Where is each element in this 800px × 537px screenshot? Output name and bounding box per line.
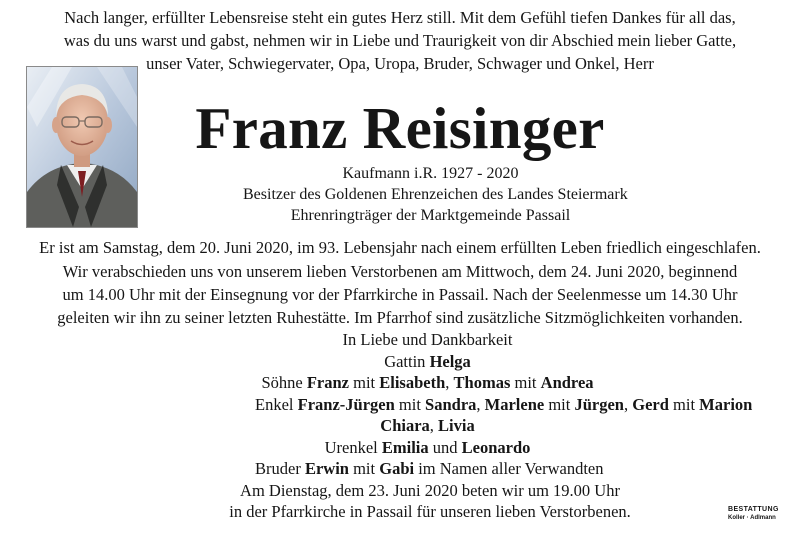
- grandchildren-label: Enkel: [255, 394, 294, 414]
- portrait-photo: [26, 66, 138, 228]
- partner-name: Jürgen: [574, 394, 624, 414]
- great-grandchildren-label: Urenkel: [324, 437, 378, 457]
- with-word: mit: [398, 394, 421, 414]
- intro-line: was du uns warst und gabst, nehmen wir in Liebe und Traurigkeit von dir Abschied mein lieber Gatte,: [63, 31, 737, 50]
- title-line: Ehrenringträger der Marktgemeinde Passail: [290, 207, 571, 224]
- deceased-titles: [243, 163, 628, 226]
- passing-statement: [0, 236, 800, 259]
- wife-name: Helga: [429, 351, 471, 371]
- prayer-service: [150, 480, 710, 522]
- grandchild-name: Franz-Jürgen: [297, 394, 395, 414]
- partner-name: Andrea: [540, 373, 594, 392]
- grandchildren-line-2: [255, 415, 600, 437]
- funeral-home-owners: Koller · Adlmann: [728, 515, 776, 521]
- with-word: mit: [548, 394, 571, 414]
- partner-name: Elisabeth: [379, 373, 446, 392]
- funeral-home-logo: [728, 506, 792, 522]
- passing-line: Er ist am Samstag, dem 20. Juni 2020, im 93. Lebensjahr nach einem erfüllten Leben friedlich eingeschlafen.: [39, 238, 761, 257]
- wife-label: Gattin: [384, 351, 426, 371]
- brother-name: Erwin: [304, 459, 349, 478]
- comma: ,: [476, 394, 481, 414]
- grandchild-name: Gerd: [632, 394, 669, 414]
- sons-label: Söhne: [261, 373, 303, 392]
- prayer-line: in der Pfarrkirche in Passail für unseren lieben Verstorbenen.: [229, 502, 631, 521]
- grandchild-name: Marlene: [484, 394, 545, 414]
- brother-line: [255, 458, 604, 480]
- with-word: mit: [673, 394, 696, 414]
- comma: ,: [445, 373, 450, 392]
- funeral-home-name: BESTATTUNG: [728, 506, 779, 513]
- wife-line: [255, 351, 600, 373]
- intro-line: Nach langer, erfüllter Lebensreise steht ein gutes Herz still. Mit dem Gefühl tiefen Dankes für all das,: [64, 8, 736, 27]
- prayer-line: Am Dienstag, dem 23. Juni 2020 beten wir um 19.00 Uhr: [240, 481, 620, 500]
- partner-name: Marion: [699, 394, 753, 414]
- and-word: und: [432, 437, 458, 457]
- with-word: mit: [514, 373, 537, 392]
- son-name: Franz: [306, 373, 349, 392]
- intro-text: [0, 6, 800, 75]
- funeral-line: geleiten wir ihn zu seiner letzten Ruhestätte. Im Pfarrhof sind zusätzliche Sitzmöglichkeiten vorhanden.: [57, 308, 743, 327]
- son-name: Thomas: [453, 373, 511, 392]
- comma: ,: [429, 416, 434, 435]
- sons-line: [255, 372, 600, 394]
- great-grandchild-name: Emilia: [381, 437, 429, 457]
- partner-name: Sandra: [425, 394, 477, 414]
- funeral-line: Wir verabschieden uns von unserem lieben Verstorbenen am Mittwoch, dem 24. Juni 2020, beginnend: [62, 262, 738, 281]
- with-word: mit: [353, 459, 376, 478]
- relatives-note: im Namen aller Verwandten: [418, 459, 604, 478]
- with-word: mit: [353, 373, 376, 392]
- closing-line: In Liebe und Dankbarkeit: [342, 330, 513, 349]
- funeral-details: [0, 260, 800, 329]
- grandchild-name: Chiara: [380, 416, 430, 435]
- deceased-name: Franz Reisinger: [195, 95, 605, 161]
- grandchildren-line: [255, 394, 753, 416]
- comma: ,: [623, 394, 629, 414]
- family-mourners: [255, 329, 753, 480]
- great-grandchildren-line: [255, 437, 600, 459]
- partner-name: Gabi: [379, 459, 415, 478]
- brother-label: Bruder: [255, 459, 301, 478]
- great-grandchild-name: Leonardo: [461, 437, 531, 457]
- title-line: Besitzer des Goldenen Ehrenzeichen des Landes Steiermark: [243, 186, 628, 203]
- intro-line: unser Vater, Schwiegervater, Opa, Uropa, Bruder, Schwager und Onkel, Herr: [146, 54, 654, 73]
- title-line: Kaufmann i.R. 1927 - 2020: [342, 165, 519, 182]
- grandchild-name: Livia: [438, 416, 475, 435]
- funeral-line: um 14.00 Uhr mit der Einsegnung vor der Pfarrkirche in Passail. Nach der Seelenmesse um 14.30 Uhr: [62, 285, 738, 304]
- portrait-photo-image: [27, 67, 137, 227]
